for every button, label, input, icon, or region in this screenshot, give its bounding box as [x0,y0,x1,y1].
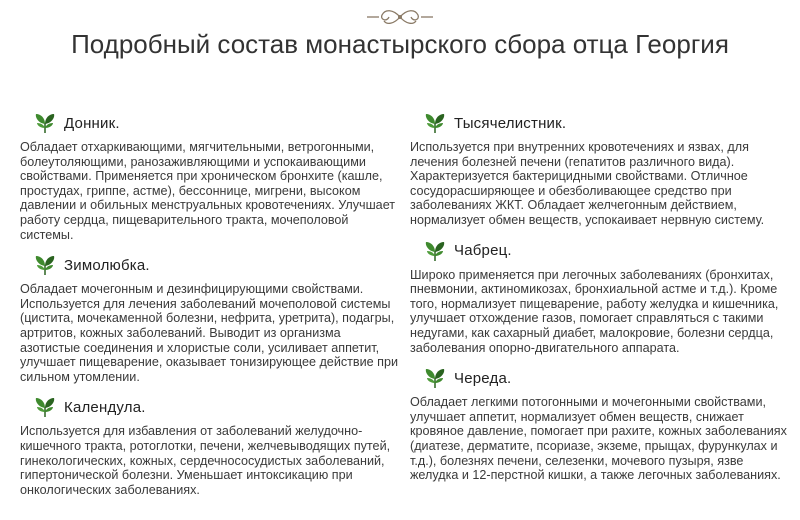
herb-name: Донник. [64,114,120,132]
herb-name: Чабрец. [454,242,512,260]
right-column [410,108,790,491]
herb-item-chereda [410,363,790,483]
herb-name: Тысячелистник. [454,114,567,132]
herb-item-tysyachelistnik [410,108,790,228]
leaf-icon [422,239,448,263]
leaf-icon [32,395,58,419]
herb-item-kalendula [20,392,400,497]
left-column [20,108,400,505]
ornament-icon [365,6,435,28]
herb-name: Череда. [454,369,512,387]
herb-name: Зимолюбка. [64,256,150,274]
herb-name: Календула. [64,398,146,416]
leaf-icon [422,366,448,390]
herb-item-donnik [20,108,400,242]
herb-description: Используется для избавления от заболеваний желудочно-кишечного тракта, ротоглотки, печени, желчевыводящих путей, гинекологических, кожных, сердечнососудистых заболеваний, гипертонической болезни. Уменьшает интоксикацию при онкологических заболеваниях. [20,424,391,497]
herb-item-zimolyubka [20,250,400,384]
herb-description: Используется при внутренних кровотечениях и язвах, для лечения болезней печени (гепатитов различного вида). Характеризуется бактерицидными свойствами. Отличное сосудорасширяющее и обезболивающее средство при заболеваниях ЖКТ. Обладает желчегонным действием, нормализует обмен веществ, успокаивает нервную систему. [410,140,765,227]
page-title: Подробный состав монастырского сбора отца Георгия [71,29,729,59]
herb-item-chabrets [410,236,790,356]
leaf-icon [32,111,58,135]
herb-description: Обладает отхаркивающими, мягчительными, ветрогонными, болеутоляющими, ранозаживляющими и успокаивающими свойствами. Применяется при хроническом бронхите (кашле, простудах, гриппе, астме), бессоннице, мигрени, высоком давлении и обильных менструальных кровотечениях. Улучшает работу сердца, пищеварительного тракта, мочеполовой системы. [20,140,396,242]
herb-description: Широко применяется при легочных заболеваниях (бронхитах, пневмонии, актиномикозах, бронхиальной астме и т.д.). Кроме того, нормализует пищеварение, работу желудка и кишечника, улучшает отхождение газов, помогает справляться с такими недугами, как сахарный диабет, малокровие, болезни сердца, заболевания опорно-двигательного аппарата. [410,267,779,355]
leaf-icon [422,111,448,135]
herb-description: Обладает легкими потогонными и мочегонными свойствами, улучшает аппетит, нормализует обмен веществ, снижает кровяное давление, помогает при рахите, кожных заболеваниях (диатезе, дерматите, псориазе, экземе, прыщах, фурункулах и т.д.), болезнях печени, селезенки, мочевого пузыря, язве желудка и 12-перстной кишки, а также легочных заболеваниях. [410,395,787,483]
herb-description: Обладает мочегонным и дезинфицирующими свойствами. Используется для лечения заболеваний мочеполовой системы (цистита, мочекаменной болезни, нефрита, уретрита), подагры, артритов, кожных заболеваний. Выводит из организма азотистые соединения и хлористые соли, усиливает аппетит, улучшает пищеварение, оказывает тонизирующее действие при сильном утомлении. [20,282,399,384]
leaf-icon [32,253,58,277]
